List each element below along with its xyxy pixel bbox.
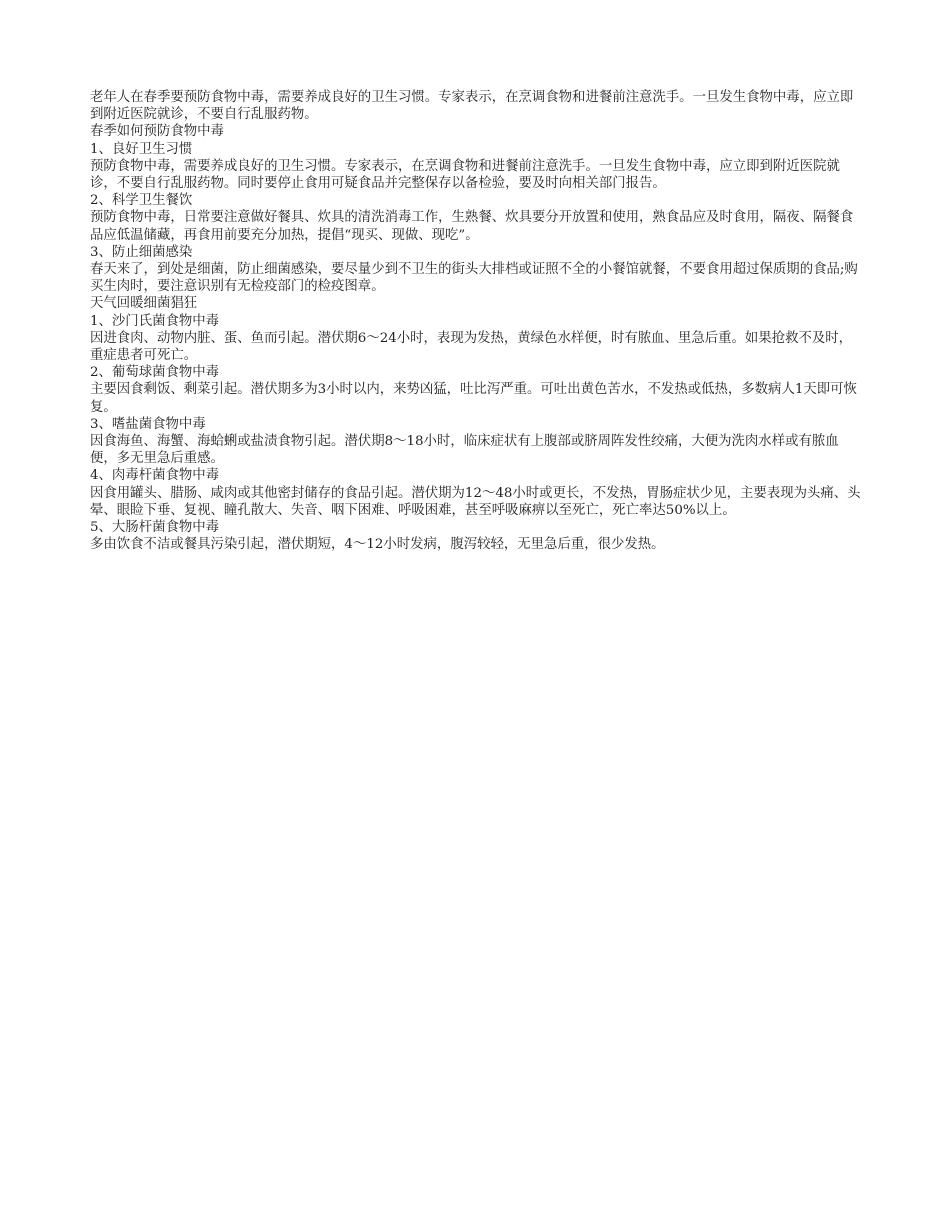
intro-paragraph: 老年人在春季要预防食物中毒，需要养成良好的卫生习惯。专家表示，在烹调食物和进餐前注意洗手。一旦发生食物中毒，应立即到附近医院就诊，不要自行乱服药物。 <box>90 90 854 123</box>
paragraph-botulinum: 因食用罐头、腊肠、咸肉或其他密封储存的食品引起。潜伏期为12～48小时或更长，不发热，胃肠症状少见，主要表现为头痛、头晕、眼睑下垂、复视、瞳孔散大、失音、咽下困难、呼吸困难，甚至呼吸麻痹以至死亡，死亡率达50%以上。 <box>90 485 861 518</box>
subheading-ecoli: 5、大肠杆菌食物中毒 <box>90 520 220 536</box>
paragraph-scientific-dining: 预防食物中毒，日常要注意做好餐具、炊具的清洗消毒工作，生熟餐、炊具要分开放置和使用，熟食品应及时食用，隔夜、隔餐食品应低温储藏，再食用前要充分加热，提倡“现买、现做、现吃”。 <box>90 210 854 243</box>
subheading-staphylococcus: 2、葡萄球菌食物中毒 <box>90 365 220 381</box>
paragraph-ecoli: 多由饮食不洁或餐具污染引起，潜伏期短，4～12小时发病，腹泻较轻，无里急后重，很少发热。 <box>90 537 665 553</box>
paragraph-salmonella: 因进食肉、动物内脏、蛋、鱼而引起。潜伏期6～24小时，表现为发热，黄绿色水样便，时有脓血、里急后重。如果抢救不及时，重症患者可死亡。 <box>90 330 853 364</box>
paragraph-staphylococcus: 主要因食剩饭、剩菜引起。潜伏期多为3小时以内，来势凶猛，吐比泻严重。可吐出黄色苦水，不发热或低热，多数病人1天即可恢复。 <box>90 382 857 415</box>
subheading-scientific-dining: 2、科学卫生餐饮 <box>90 193 193 209</box>
subheading-prevent-bacteria: 3、防止细菌感染 <box>90 244 193 260</box>
paragraph-vibrio: 因食海鱼、海蟹、海蛤蜊或盐渍食物引起。潜伏期8～18小时，临床症状有上腹部或脐周阵发性绞痛，大便为洗肉水样或有脓血便，多无里急后重感。 <box>90 434 839 467</box>
paragraph-hygiene-habits: 预防食物中毒，需要养成良好的卫生习惯。专家表示，在烹调食物和进餐前注意洗手。一旦发生食物中毒，应立即到附近医院就诊，不要自行乱服药物。同时要停止食用可疑食品并完整保存以备检验，要及时向相关部门报告。 <box>90 158 840 192</box>
subheading-botulinum: 4、肉毒杆菌食物中毒 <box>90 468 220 484</box>
section-heading-spring-prevention: 春季如何预防食物中毒 <box>90 124 224 140</box>
subheading-vibrio: 3、嗜盐菌食物中毒 <box>90 416 206 432</box>
subheading-hygiene-habits: 1、良好卫生习惯 <box>90 141 193 157</box>
document-body <box>90 89 865 553</box>
paragraph-prevent-bacteria: 春天来了，到处是细菌，防止细菌感染，要尽量少到不卫生的街头大排档或证照不全的小餐馆就餐，不要食用超过保质期的食品;购买生肉时，要注意识别有无检疫部门的检疫图章。 <box>90 262 858 295</box>
section-heading-bacteria-rampant: 天气回暖细菌猖狂 <box>90 296 198 312</box>
subheading-salmonella: 1、沙门氏菌食物中毒 <box>90 313 220 329</box>
